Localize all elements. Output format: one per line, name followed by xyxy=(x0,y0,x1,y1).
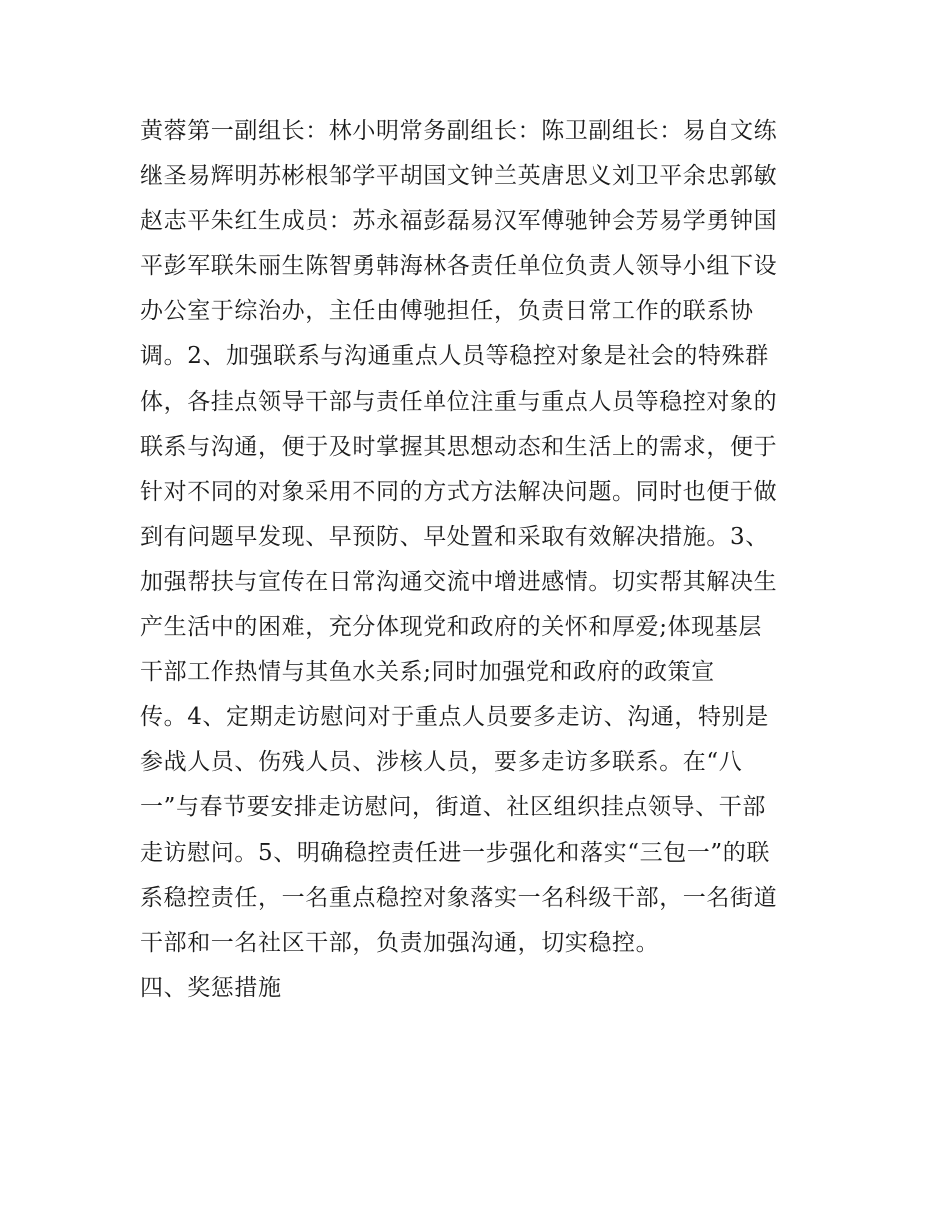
text-line: 调。2、加强联系与沟通重点人员等稳控对象是社会的特殊群 xyxy=(140,343,769,370)
text-line: 干部和一名社区干部，负责加强沟通，切实稳控。 xyxy=(140,929,660,956)
document-body xyxy=(140,109,820,1011)
text-line: 走访慰问。5、明确稳控责任进一步强化和落实“三包一”的联 xyxy=(140,839,770,866)
text-line: 联系与沟通，便于及时掌握其思想动态和生活上的需求，便于 xyxy=(140,433,778,460)
text-line: 针对不同的对象采用不同的方式方法解决问题。同时也便于做 xyxy=(140,478,778,505)
text-line: 一”与春节要安排走访慰问，街道、社区组织挂点领导、干部 xyxy=(140,794,766,821)
text-line: 干部工作热情与其鱼水关系;同时加强党和政府的政策宣 xyxy=(140,659,715,686)
text-line: 系稳控责任，一名重点稳控对象落实一名科级干部，一名街道 xyxy=(140,884,778,911)
text-line: 产生活中的困难，充分体现党和政府的关怀和厚爱;体现基层 xyxy=(140,614,762,641)
text-line: 传。4、定期走访慰问对于重点人员要多走访、沟通，特别是 xyxy=(140,704,769,731)
text-line: 到有问题早发现、早预防、早处置和采取有效解决措施。3、 xyxy=(140,523,769,550)
text-line: 体，各挂点领导干部与责任单位注重与重点人员等稳控对象的 xyxy=(140,388,778,415)
text-line: 平彭军联朱丽生陈智勇韩海林各责任单位负责人领导小组下设 xyxy=(140,253,778,280)
text-line: 参战人员、伤残人员、涉核人员，要多走访多联系。在“八 xyxy=(140,749,743,776)
text-line: 赵志平朱红生成员：苏永福彭磊易汉军傅驰钟会芳易学勇钟国 xyxy=(140,208,778,235)
text-line: 办公室于综治办，主任由傅驰担任，负责日常工作的联系协 xyxy=(140,298,754,325)
text-line: 黄蓉第一副组长：林小明常务副组长：陈卫副组长：易自文练 xyxy=(140,118,778,144)
text-line: 继圣易辉明苏彬根邹学平胡国文钟兰英唐思义刘卫平余忠郭敏 xyxy=(140,163,778,190)
section-heading: 四、奖惩措施 xyxy=(140,974,282,1001)
text-line: 加强帮扶与宣传在日常沟通交流中增进感情。切实帮其解决生 xyxy=(140,568,778,595)
